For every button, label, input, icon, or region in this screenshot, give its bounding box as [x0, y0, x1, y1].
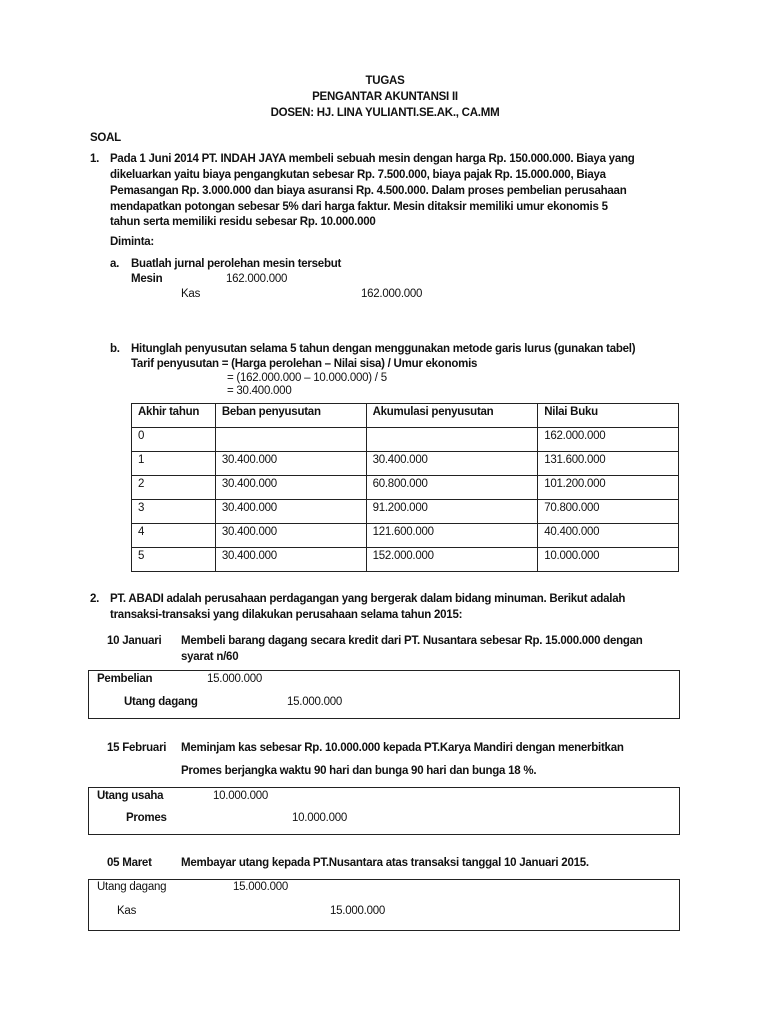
transaction-desc: syarat n/60 — [181, 651, 239, 663]
col-header: Nilai Buku — [538, 404, 679, 428]
table-row — [132, 500, 679, 524]
table-cell: 131.600.000 — [538, 452, 679, 476]
journal-debit-account: Pembelian — [97, 673, 153, 685]
table-header-row — [132, 404, 679, 428]
part-a-label: a. — [110, 258, 120, 270]
journal-credit-account: Kas — [181, 288, 201, 300]
table-cell: 30.400.000 — [215, 524, 366, 548]
journal-credit-account: Promes — [126, 812, 167, 824]
part-b-text: Hitunglah penyusutan selama 5 tahun dengan menggunakan metode garis lurus (gunakan tabel) — [131, 343, 636, 355]
table-cell — [366, 428, 538, 452]
transaction-date: 15 Februari — [107, 742, 167, 754]
table-cell: 91.200.000 — [366, 500, 538, 524]
table-cell: 2 — [132, 476, 216, 500]
q1-number: 1. — [90, 153, 100, 165]
journal-credit-amount: 162.000.000 — [361, 288, 423, 300]
diminta-label: Diminta: — [110, 236, 154, 248]
section-heading: SOAL — [90, 132, 121, 144]
col-header: Beban penyusutan — [215, 404, 366, 428]
journal-debit-account: Mesin — [131, 273, 163, 285]
journal-debit-amount: 15.000.000 — [207, 673, 263, 685]
table-cell: 30.400.000 — [215, 476, 366, 500]
table-cell — [215, 428, 366, 452]
col-header: Akhir tahun — [132, 404, 216, 428]
journal-credit-amount: 15.000.000 — [287, 696, 343, 708]
journal-debit-amount: 162.000.000 — [226, 273, 288, 285]
table-cell: 162.000.000 — [538, 428, 679, 452]
q2-line: transaksi-transaksi yang dilakukan perusahaan selama tahun 2015: — [110, 609, 463, 621]
course-title: PENGANTAR AKUNTANSI II — [312, 91, 458, 103]
transaction-desc: Membayar utang kepada PT.Nusantara atas transaksi tanggal 10 Januari 2015. — [181, 857, 589, 869]
table-row — [132, 428, 679, 452]
q1-line: mendapatkan potongan sebesar 5% dari harga faktur. Mesin ditaksir memiliki umur ekonomis 5 — [110, 201, 608, 213]
journal-credit-account: Kas — [117, 905, 137, 917]
table-cell: 30.400.000 — [366, 452, 538, 476]
table-cell: 0 — [132, 428, 216, 452]
q2-number: 2. — [90, 593, 100, 605]
journal-credit-amount: 10.000.000 — [292, 812, 348, 824]
lecturer: DOSEN: HJ. LINA YULIANTI.SE.AK., CA.MM — [270, 107, 500, 119]
table-row — [132, 476, 679, 500]
q1-line: tahun serta memiliki residu sebesar Rp. 10.000.000 — [110, 216, 376, 228]
doc-title: TUGAS — [365, 75, 405, 87]
q2-line: PT. ABADI adalah perusahaan perdagangan yang bergerak dalam bidang minuman. Berikut adalah — [110, 593, 626, 605]
journal-credit-amount: 15.000.000 — [330, 905, 386, 917]
table-row — [132, 524, 679, 548]
part-a-text: Buatlah jurnal perolehan mesin tersebut — [131, 258, 342, 270]
table-cell: 3 — [132, 500, 216, 524]
table-cell: 101.200.000 — [538, 476, 679, 500]
transaction-desc: Membeli barang dagang secara kredit dari PT. Nusantara sebesar Rp. 15.000.000 dengan — [181, 635, 643, 647]
table-cell: 40.400.000 — [538, 524, 679, 548]
table-cell: 121.600.000 — [366, 524, 538, 548]
table-cell: 5 — [132, 548, 216, 572]
journal-credit-account: Utang dagang — [124, 696, 198, 708]
table-cell: 30.400.000 — [215, 452, 366, 476]
table-cell: 30.400.000 — [215, 500, 366, 524]
table-cell: 60.800.000 — [366, 476, 538, 500]
table-cell: 70.800.000 — [538, 500, 679, 524]
q1-line: dikeluarkan yaitu biaya pengangkutan sebesar Rp. 7.500.000, biaya pajak Rp. 15.000.000, Biaya — [110, 169, 606, 181]
table-cell: 10.000.000 — [538, 548, 679, 572]
part-b-label: b. — [110, 343, 120, 355]
journal-debit-amount: 10.000.000 — [213, 790, 269, 802]
journal-debit-amount: 15.000.000 — [233, 881, 289, 893]
table-cell: 1 — [132, 452, 216, 476]
transaction-desc: Meminjam kas sebesar Rp. 10.000.000 kepada PT.Karya Mandiri dengan menerbitkan — [181, 742, 624, 754]
table-cell: 30.400.000 — [215, 548, 366, 572]
table-row — [132, 452, 679, 476]
formula-result: = 30.400.000 — [227, 385, 292, 397]
journal-debit-account: Utang dagang — [97, 881, 167, 893]
depreciation-table — [131, 403, 679, 572]
transaction-date: 10 Januari — [107, 635, 162, 647]
transaction-desc: Promes berjangka waktu 90 hari dan bunga 90 hari dan bunga 18 %. — [181, 765, 537, 777]
table-row — [132, 548, 679, 572]
journal-box — [88, 787, 680, 835]
q1-line: Pemasangan Rp. 3.000.000 dan biaya asuransi Rp. 4.500.000. Dalam proses pembelian perusahaan — [110, 185, 627, 197]
formula: Tarif penyusutan = (Harga perolehan – Nilai sisa) / Umur ekonomis — [131, 358, 478, 370]
col-header: Akumulasi penyusutan — [366, 404, 538, 428]
transaction-date: 05 Maret — [107, 857, 152, 869]
journal-debit-account: Utang usaha — [97, 790, 164, 802]
formula-calc: = (162.000.000 – 10.000.000) / 5 — [227, 372, 387, 384]
table-cell: 152.000.000 — [366, 548, 538, 572]
q1-line: Pada 1 Juni 2014 PT. INDAH JAYA membeli sebuah mesin dengan harga Rp. 150.000.000. Biaya yang — [110, 153, 635, 165]
table-cell: 4 — [132, 524, 216, 548]
